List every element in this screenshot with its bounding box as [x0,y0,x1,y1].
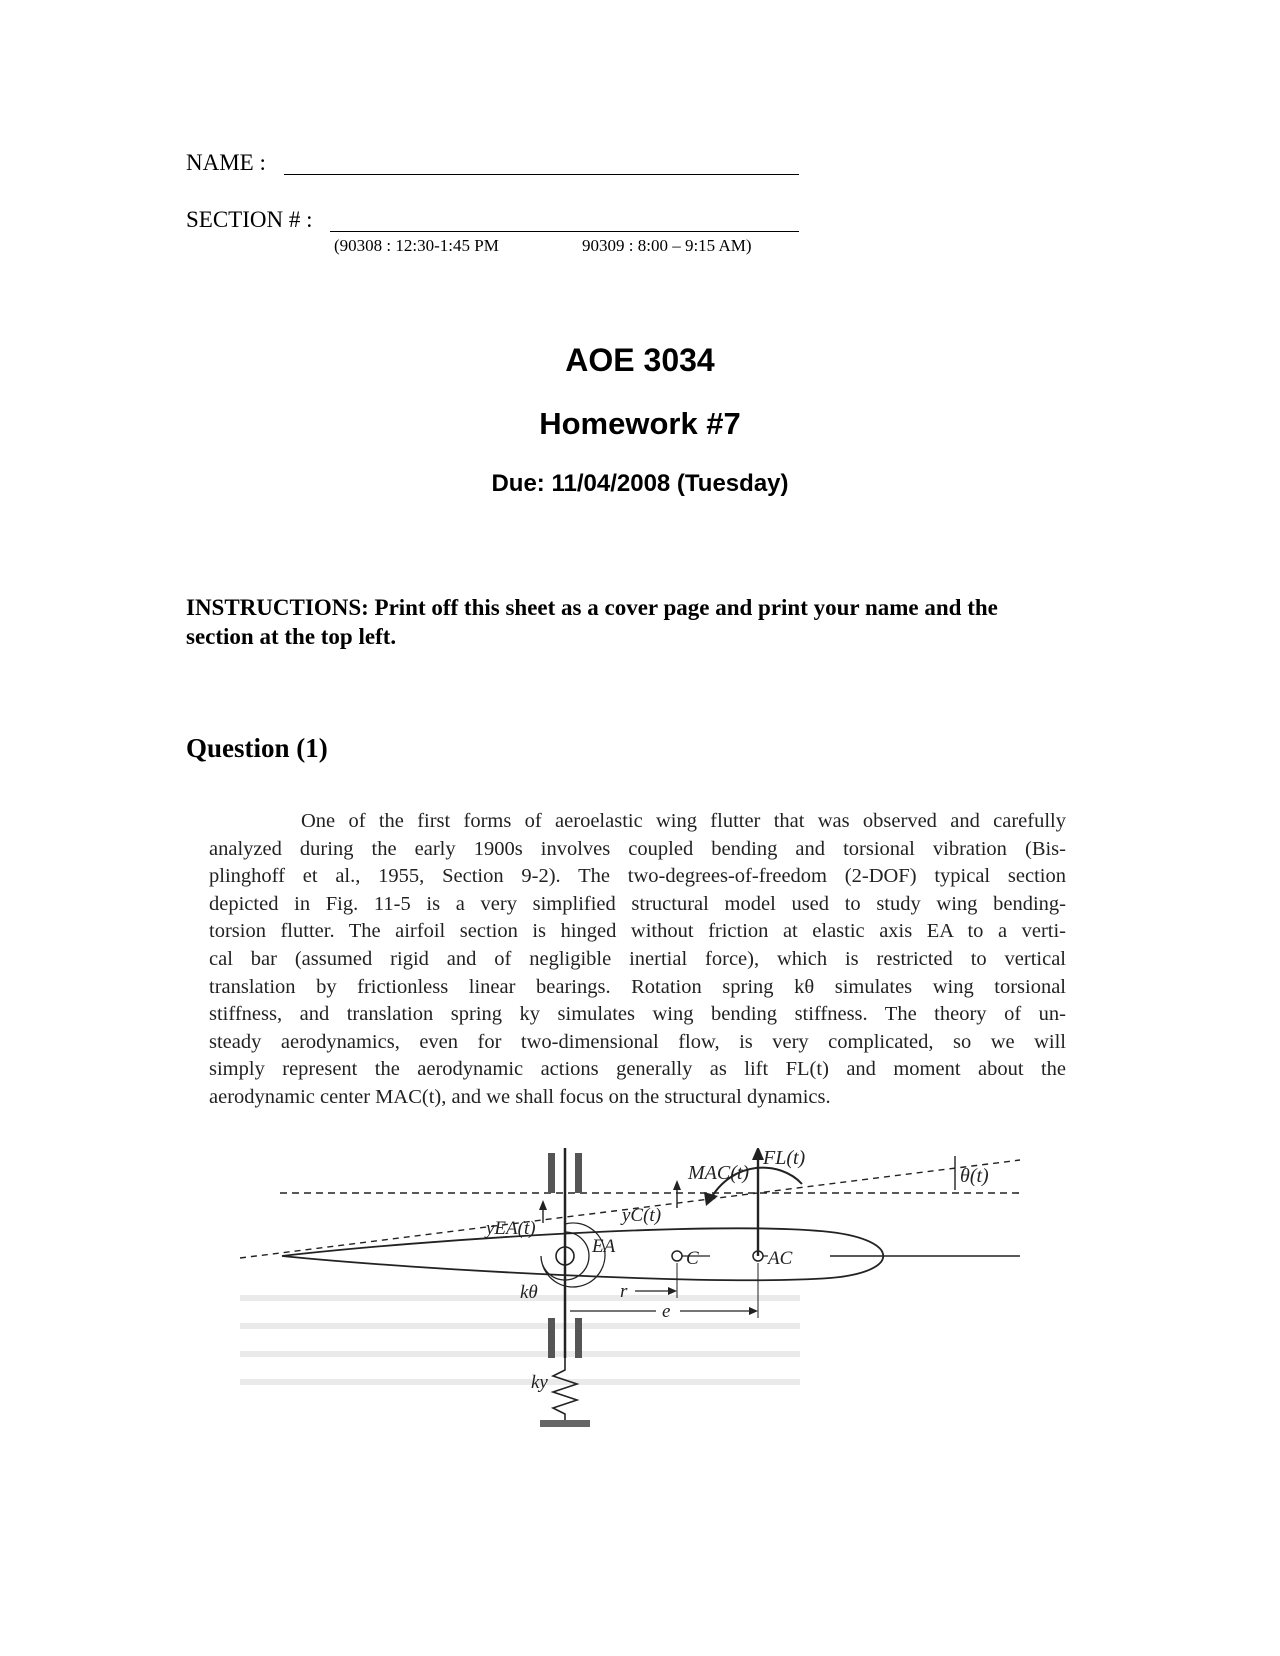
paragraph-line-9: steady aerodynamics, even for two-dimensional flow, is very complicated, so we will [209,1030,1066,1053]
label-theta: θ(t) [960,1165,989,1187]
label-mac: MAC(t) [688,1162,750,1184]
paragraph-line-3: plinghoff et al., 1955, Section 9-2). The two-degrees-of-freedom (2-DOF) typical section [209,865,1066,888]
section-label: SECTION # : [186,207,313,232]
label-ky: ky [531,1372,548,1393]
paragraph-line-1: One of the first forms of aeroelastic wing flutter that was observed and carefully [301,810,1066,832]
section-field-line[interactable] [330,231,799,232]
lower-bearing-right [575,1318,582,1358]
name-label: NAME : [186,150,266,175]
paragraph-line-4: depicted in Fig. 11-5 is a very simplified structural model used to study wing bending- [209,892,1066,915]
label-ktheta: kθ [520,1282,538,1303]
label-r: r [620,1281,628,1302]
label-e: e [662,1301,671,1322]
upper-bearing-right [575,1153,582,1193]
paragraph-line-7: translation by frictionless linear bearings. Rotation spring kθ simulates wing torsional [209,975,1066,998]
homework-title: Homework #7 [539,406,741,441]
label-ac: AC [768,1248,793,1269]
point-c [672,1251,682,1261]
instructions-line-2: section at the top left. [186,624,397,649]
paragraph-line-2: analyzed during the early 1900s involves coupled bending and torsional vibration (Bis- [209,837,1066,860]
yea-arrowhead [539,1200,547,1210]
paragraph-line-11: aerodynamic center MAC(t), and we shall focus on the structural dynamics. [209,1085,831,1108]
lower-bearing-left [548,1318,555,1358]
label-fl: FL(t) [763,1148,806,1169]
typical-section-figure [240,1148,1040,1438]
paragraph-line-6: cal bar (assumed rigid and of negligible inertial force), which is restricted to vertical [209,947,1066,970]
name-field-line[interactable] [284,174,799,175]
moment-arrowhead [704,1192,718,1206]
due-date: Due: 11/04/2008 (Tuesday) [491,470,789,497]
ground-support [540,1420,590,1427]
paragraph-line-10: simply represent the aerodynamic actions generally as lift FL(t) and moment about the [209,1058,1066,1081]
paragraph-line-5: torsion flutter. The airfoil section is hinged without friction at elastic axis EA to a verti- [209,920,1066,943]
dim-r-arrowhead [668,1287,677,1295]
instructions-line-1: INSTRUCTIONS: Print off this sheet as a cover page and print your name and the [186,595,998,620]
question-paragraph [209,808,1066,1112]
translation-spring [553,1358,577,1420]
instructions [186,593,1086,651]
label-yea: yEA(t) [486,1218,536,1239]
yc-arrowhead [673,1180,681,1190]
paragraph-line-8: stiffness, and translation spring ky simulates wing bending stiffness. The theory of un- [209,1003,1066,1026]
course-title: AOE 3034 [565,342,715,378]
section-time-a: (90308 : 12:30-1:45 PM [334,236,499,255]
upper-bearing-left [548,1153,555,1193]
dim-e-arrowhead [749,1307,758,1315]
label-c: C [686,1248,699,1269]
label-ea: EA [592,1236,616,1257]
question-heading: Question (1) [186,733,328,763]
section-time-b: 90309 : 8:00 – 9:15 AM) [582,236,752,255]
label-yc: yC(t) [622,1205,662,1226]
